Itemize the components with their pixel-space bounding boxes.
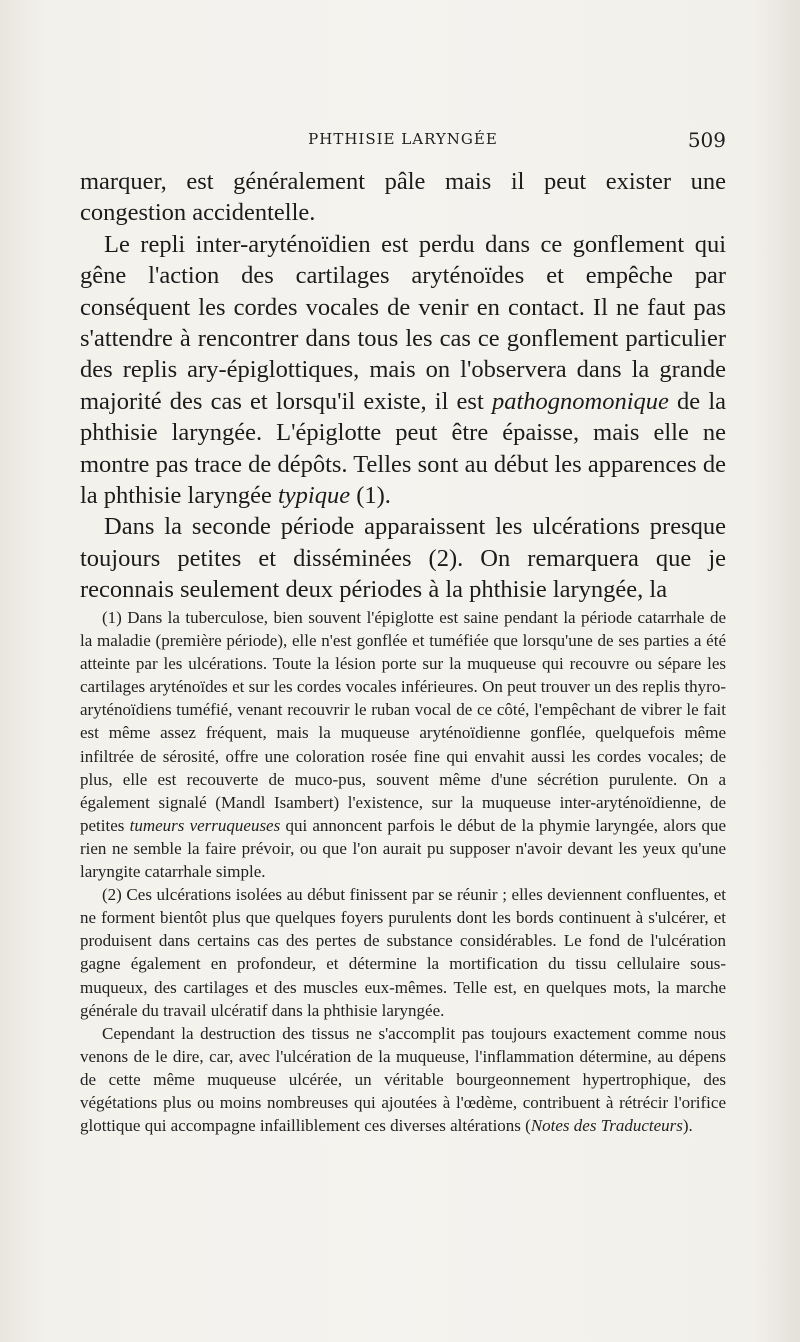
- term-tumeurs-verruqueuses: tumeurs verruqueuses: [129, 815, 281, 835]
- page-number: 509: [687, 128, 726, 152]
- footnotes: [80, 606, 726, 1137]
- main-text: [80, 166, 726, 606]
- paragraph-2-part-a: Le repli inter-aryténoïdien est perdu dans ce gonflement qui gêne l'action des cartilages aryténoïdes et empêche par conséquent les cordes vocales de venir en contact. Il ne faut pas s'attendre à rencontrer dans tous les cas ce gonflement particulier des replis ary-épiglottiques, mais on l'observera dans la grande majorité des cas et lorsqu'il existe, il est: [80, 230, 726, 415]
- paragraph-2-part-c: (1).: [350, 482, 391, 510]
- paragraph-3: Dans la seconde période apparaissent les ulcérations presque toujours petites et disséminées (2). On remarquera que je reconnais seulement deux périodes à la phthisie laryngée, la: [80, 513, 726, 604]
- footnote-2-continued: [80, 1022, 726, 1137]
- paragraph-2: [80, 229, 726, 512]
- running-head: PHTHISIE LARYNGÉE: [308, 130, 498, 148]
- footnote-1-part-b: qui annoncent parfois le début de la phymie laryngée, alors que rien ne semble la faire prévoir, ou que l'on aurait pu supposer n'avoir devant les yeux qu'une laryngite catarrhale simple.: [80, 815, 727, 882]
- footnote-2: (2) Ces ulcérations isolées au début finissent par se réunir ; elles deviennent confluentes, et ne forment bientôt plus que quelques foyers purulents dont les bords continuent à s'ulcérer, et produisent dans certains cas des pertes de substance considérables. Le fond de l'ulcération gagne également en profondeur, et détermine la mortification du tissu cellulaire sous-muqueux, des cartilages et des muscles eux-mêmes. Telle est, en quelques mots, la marche générale du travail ulcératif dans la phthisie laryngée.: [80, 885, 726, 1020]
- footnote-2-continued-part-a: Cependant la destruction des tissus ne s'accomplit pas toujours exactement comme nous venons de le dire, car, avec l'ulcération de la muqueuse, l'inflammation détermine, au dépens de cette même muqueuse ulcérée, un véritable bourgeonnement hypertrophique, des végétations plus ou moins nombreuses qui ajoutées à l'œdème, contribuent à rétrécir l'orifice glottique qui accompagne infailliblement ces diverses altérations (: [80, 1023, 726, 1136]
- term-typique: typique: [277, 482, 351, 510]
- page-header: [80, 130, 726, 160]
- paragraph-2-part-b: de la phthisie laryngée. L'épiglotte peut être épaisse, mais elle ne montre pas trace de dépôts. Telles sont au début les apparences de la phthisie laryngée: [80, 387, 727, 510]
- footnote-1-part-a: (1) Dans la tuberculose, bien souvent l'épiglotte est saine pendant la période catarrhale de la maladie (première période), elle n'est gonflée et tuméfiée que lorsqu'une de ses parties a été atteinte par les ulcérations. Toute la lésion porte sur la muqueuse qui recouvre ou sépare les cartilages aryténoïdes et sur les cordes vocales inférieures. On peut trouver un des replis thyro-aryténoïdiens tuméfié, venant recouvrir le ruban vocal de ce côté, l'empêchant de vibrer le fait est même assez fréquent, mais la muqueuse aryténoïdienne gonflée, quelquefois même infiltrée de sérosité, offre une coloration rosée fine qui envahit aussi les cordes vocales; de plus, elle est recouverte de muco-pus, souvent même d'une sécrétion purulente. On a également signalé (Mandl Isambert) l'existence, sur la muqueuse inter-aryténoïdienne, de petites: [80, 608, 726, 835]
- term-pathognomonique: pathognomonique: [491, 387, 669, 415]
- notes-des-traducteurs: Notes des Traducteurs: [530, 1116, 683, 1136]
- footnote-2-continued-part-b: ).: [682, 1116, 693, 1136]
- paragraph-1: marquer, est généralement pâle mais il peut exister une congestion accidentelle.: [80, 168, 726, 227]
- footnote-1: [80, 606, 726, 883]
